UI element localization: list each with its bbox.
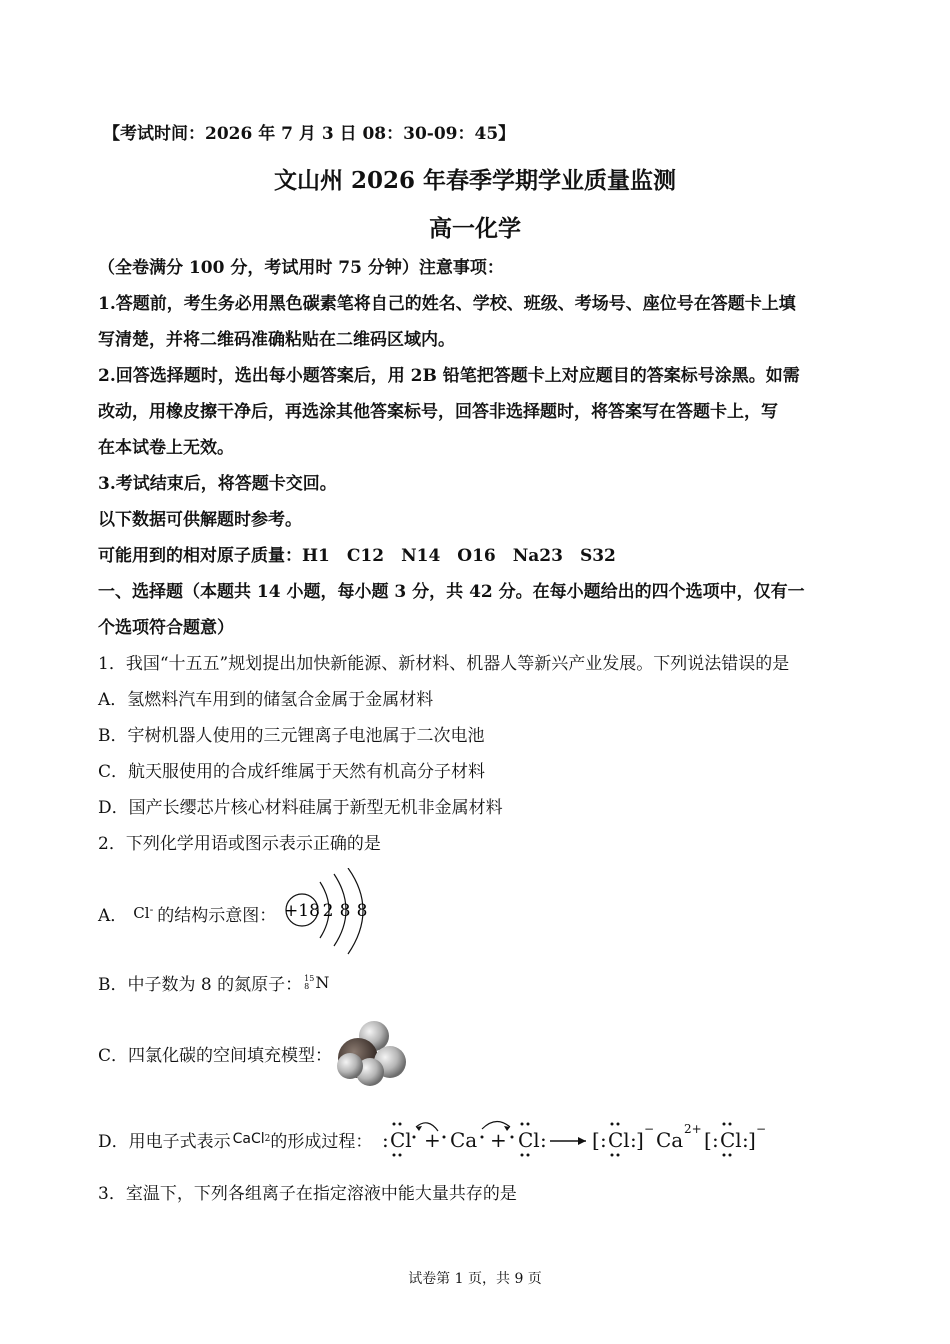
note-line: 写清楚，并将二维码准确粘贴在二维码区域内。 — [98, 330, 455, 350]
note-line: 以下数据可供解题时参考。 — [98, 510, 302, 530]
equation-charge: − — [756, 1122, 767, 1136]
section-heading: 个选项符合题意） — [98, 618, 234, 638]
atomic-mass-line: 可能用到的相对原子质量：H1 C12 N14 O16 Na23 S32 — [98, 546, 616, 566]
option-text: C．四氯化碳的空间填充模型： — [98, 1045, 333, 1066]
svg-text::: : — [630, 1128, 638, 1152]
ion-charge: - — [149, 902, 154, 916]
formula-subscript: 2 — [264, 1134, 271, 1144]
atomic-number: 8 — [304, 981, 310, 991]
svg-text:]: ] — [748, 1128, 757, 1152]
electron-dot-equation — [378, 1115, 818, 1163]
equation-symbol: + — [424, 1128, 442, 1152]
equation-symbol: Cl — [720, 1128, 743, 1152]
q2-option-b — [98, 970, 329, 995]
nuclide-symbol — [304, 973, 329, 992]
note-line: 改动，用橡皮擦干净后，再选涂其他答案标号，回答非选择题时，将答案写在答题卡上，写 — [98, 402, 778, 422]
nucleus-label: +18 — [284, 901, 321, 921]
q1-option-a: A．氢燃料汽车用到的储氢合金属于金属材料 — [98, 690, 434, 710]
notice-heading: （全卷满分 100 分，考试用时 75 分钟）注意事项： — [98, 258, 504, 278]
svg-text::: : — [712, 1128, 720, 1152]
formula: CaCl — [232, 1131, 265, 1147]
q1-option-b: B．宇树机器人使用的三元锂离子电池属于二次电池 — [98, 726, 485, 746]
equation-symbol: + — [490, 1128, 508, 1152]
question-3-stem: 3．室温下，下列各组离子在指定溶液中能大量共存的是 — [98, 1184, 517, 1204]
note-line: 1.答题前，考生务必用黑色碳素笔将自己的姓名、学校、班级、考场号、座位号在答题卡上填 — [98, 294, 796, 314]
option-text: 的结构示意图： — [157, 905, 277, 926]
svg-text:[: [ — [704, 1128, 713, 1152]
element-symbol: N — [315, 973, 330, 992]
svg-text::: : — [540, 1128, 548, 1152]
space-filling-model-image — [334, 1020, 414, 1086]
q1-option-c: C．航天服使用的合成纤维属于天然有机高分子材料 — [98, 762, 486, 782]
ion-symbol: Cl — [133, 904, 150, 922]
question-1-stem: 1．我国“十五五”规划提出加快新能源、新材料、机器人等新兴产业发展。下列说法错误的是 — [98, 654, 790, 674]
note-line: 2.回答选择题时，选出每小题答案后，用 2B 铅笔把答题卡上对应题目的答案标号涂黑。如需 — [98, 366, 800, 386]
q2-option-d — [98, 1115, 818, 1163]
shell-count: 8 — [339, 901, 351, 921]
shell-count: 2 — [322, 901, 334, 921]
exam-time: 【考试时间：2026 年 7 月 3 日 08：30-09：45】 — [103, 124, 516, 144]
q1-option-d: D．国产长缨芯片核心材料硅属于新型无机非金属材料 — [98, 798, 503, 818]
shell-count: 8 — [356, 901, 368, 921]
svg-text::: : — [742, 1128, 750, 1152]
equation-symbol: Cl — [390, 1128, 413, 1152]
svg-text:[: [ — [592, 1128, 601, 1152]
option-label: A． — [98, 905, 128, 926]
atom-structure-diagram — [280, 868, 390, 958]
mass-number: 15 — [304, 973, 315, 983]
svg-text:]: ] — [636, 1128, 645, 1152]
subject-title: 高一化学 — [429, 215, 521, 242]
page-title: 文山州 2026 年春季学期学业质量监测 — [273, 167, 677, 194]
question-2-stem: 2．下列化学用语或图示表示正确的是 — [98, 834, 381, 854]
equation-symbol: Ca — [450, 1128, 478, 1152]
equation-symbol: Ca — [656, 1128, 684, 1152]
equation-symbol: Cl — [518, 1128, 541, 1152]
option-text: 的形成过程： — [270, 1131, 373, 1152]
equation-symbol: Cl — [608, 1128, 631, 1152]
equation-charge: − — [644, 1122, 655, 1136]
note-line: 在本试卷上无效。 — [98, 438, 234, 458]
q2-option-a — [98, 868, 390, 958]
svg-text::: : — [382, 1128, 390, 1152]
section-heading: 一、选择题（本题共 14 小题，每小题 3 分，共 42 分。在每小题给出的四个选项中，仅有一 — [98, 582, 805, 602]
option-text: D．用电子式表示 — [98, 1131, 231, 1152]
q2-option-c — [98, 1020, 414, 1086]
equation-charge: 2+ — [684, 1122, 703, 1136]
page-footer: 试卷第 1 页，共 9 页 — [408, 1271, 542, 1287]
svg-text::: : — [600, 1128, 608, 1152]
option-text: B．中子数为 8 的氮原子： — [98, 975, 303, 995]
note-line: 3.考试结束后，将答题卡交回。 — [98, 474, 337, 494]
